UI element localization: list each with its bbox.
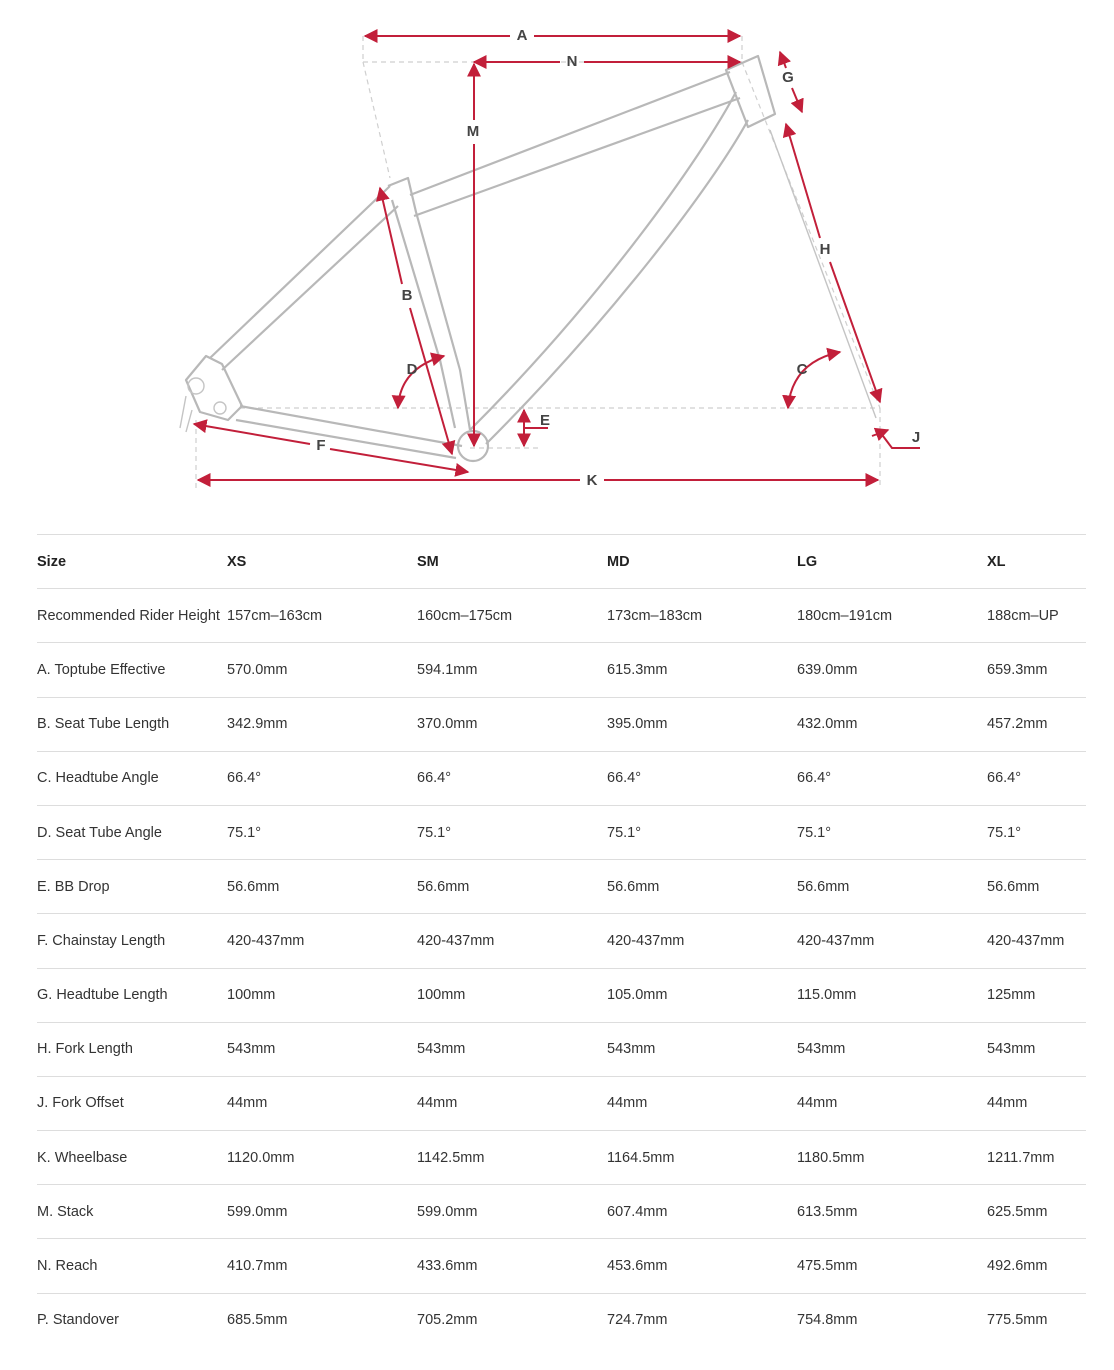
row-value: 115.0mm (797, 987, 857, 1004)
row-value: 659.3mm (987, 661, 1048, 678)
row-value: 420-437mm (797, 932, 875, 949)
table-row (37, 1184, 1086, 1238)
row-value: 1180.5mm (797, 1149, 865, 1166)
row-value: 100mm (417, 987, 466, 1004)
row-value: 420-437mm (607, 932, 685, 949)
table-row (37, 588, 1086, 642)
bike-frame (180, 56, 876, 461)
row-value: 44mm (797, 1095, 838, 1112)
row-label: G. Headtube Length (37, 987, 168, 1004)
header-sm: SM (417, 553, 439, 570)
row-value: 56.6mm (607, 878, 660, 895)
row-value: 75.1° (797, 824, 832, 841)
row-value: 410.7mm (227, 1258, 288, 1275)
row-value: 420-437mm (227, 932, 305, 949)
table-row (37, 1130, 1086, 1184)
header-xs: XS (227, 553, 247, 570)
row-label: N. Reach (37, 1258, 98, 1275)
row-value: 775.5mm (987, 1312, 1048, 1329)
row-value: 44mm (227, 1095, 268, 1112)
row-value: 705.2mm (417, 1312, 478, 1329)
row-value: 1211.7mm (987, 1149, 1055, 1166)
row-value: 599.0mm (227, 1203, 288, 1220)
row-value: 1120.0mm (227, 1149, 295, 1166)
row-value: 420-437mm (987, 932, 1065, 949)
row-value: 724.7mm (607, 1312, 668, 1329)
row-value: 420-437mm (417, 932, 495, 949)
row-value: 453.6mm (607, 1258, 668, 1275)
row-label: F. Chainstay Length (37, 932, 166, 949)
row-value: 157cm–163cm (227, 607, 323, 624)
row-label: H. Fork Length (37, 1041, 133, 1058)
dim-g-line (780, 52, 786, 68)
row-value: 44mm (607, 1095, 648, 1112)
label-n: N (566, 52, 578, 70)
row-value: 370.0mm (417, 716, 478, 733)
row-value: 599.0mm (417, 1203, 478, 1220)
table-body (37, 588, 1086, 1347)
row-value: 66.4° (227, 770, 262, 787)
row-value: 543mm (797, 1041, 846, 1058)
row-value: 492.6mm (987, 1258, 1048, 1275)
row-value: 100mm (227, 987, 276, 1004)
row-value: 457.2mm (987, 716, 1048, 733)
row-label: M. Stack (37, 1203, 94, 1220)
row-label: D. Seat Tube Angle (37, 824, 162, 841)
label-b: B (401, 286, 413, 304)
row-value: 754.8mm (797, 1312, 858, 1329)
row-label: J. Fork Offset (37, 1095, 124, 1112)
row-value: 75.1° (227, 824, 262, 841)
row-value: 105.0mm (607, 987, 668, 1004)
table-row (37, 751, 1086, 805)
row-value: 1142.5mm (417, 1149, 485, 1166)
row-value: 1164.5mm (607, 1149, 675, 1166)
row-value: 543mm (227, 1041, 276, 1058)
row-value: 543mm (987, 1041, 1036, 1058)
row-value: 615.3mm (607, 661, 668, 678)
bike-geometry-diagram (0, 0, 1114, 500)
label-c: C (796, 360, 808, 378)
dim-h-line-2 (830, 262, 880, 402)
row-value: 432.0mm (797, 716, 858, 733)
row-value: 342.9mm (227, 716, 288, 733)
row-label: A. Toptube Effective (37, 661, 166, 678)
row-value: 475.5mm (797, 1258, 858, 1275)
table-row (37, 1293, 1086, 1347)
row-value: 639.0mm (797, 661, 858, 678)
row-value: 543mm (607, 1041, 656, 1058)
row-value: 594.1mm (417, 661, 478, 678)
table-row (37, 805, 1086, 859)
row-value: 56.6mm (417, 878, 470, 895)
row-value: 56.6mm (797, 878, 850, 895)
table-header-row (37, 534, 1086, 588)
row-value: 44mm (987, 1095, 1028, 1112)
row-value: 570.0mm (227, 661, 288, 678)
table-row (37, 859, 1086, 913)
label-d: D (406, 360, 418, 378)
dimension-lines (194, 36, 920, 480)
label-f: F (316, 436, 326, 454)
row-value: 75.1° (987, 824, 1022, 841)
table-row (37, 1238, 1086, 1292)
label-m: M (466, 122, 480, 140)
row-value: 75.1° (607, 824, 642, 841)
table-row (37, 1022, 1086, 1076)
row-value: 160cm–175cm (417, 607, 513, 624)
row-value: 180cm–191cm (797, 607, 893, 624)
row-value: 66.4° (607, 770, 642, 787)
row-value: 607.4mm (607, 1203, 668, 1220)
row-value: 613.5mm (797, 1203, 858, 1220)
table-row (37, 968, 1086, 1022)
label-e: E (539, 411, 551, 429)
row-value: 66.4° (987, 770, 1022, 787)
row-value: 188cm–UP (987, 607, 1059, 624)
guide-lines (196, 36, 880, 488)
row-value: 685.5mm (227, 1312, 288, 1329)
table-row (37, 913, 1086, 967)
label-g: G (782, 68, 794, 86)
label-h: H (819, 240, 831, 258)
row-value: 543mm (417, 1041, 466, 1058)
header-xl: XL (987, 553, 1006, 570)
row-label: P. Standover (37, 1312, 119, 1329)
header-size: Size (37, 553, 67, 570)
row-value: 173cm–183cm (607, 607, 703, 624)
row-value: 66.4° (797, 770, 832, 787)
row-value: 56.6mm (987, 878, 1040, 895)
label-k: K (586, 471, 598, 489)
table-row (37, 697, 1086, 751)
label-a: A (516, 26, 528, 44)
row-label: E. BB Drop (37, 878, 110, 895)
row-value: 395.0mm (607, 716, 668, 733)
row-value: 433.6mm (417, 1258, 478, 1275)
row-value: 625.5mm (987, 1203, 1048, 1220)
dim-f-line (194, 424, 310, 444)
row-label: C. Headtube Angle (37, 770, 159, 787)
row-value: 44mm (417, 1095, 458, 1112)
dim-f-line-2 (330, 449, 468, 472)
row-label: B. Seat Tube Length (37, 716, 170, 733)
row-value: 66.4° (417, 770, 452, 787)
row-value: 75.1° (417, 824, 452, 841)
row-value: 125mm (987, 987, 1036, 1004)
dim-b-line (380, 188, 402, 284)
header-lg: LG (797, 553, 818, 570)
label-j: J (911, 428, 921, 446)
row-value: 56.6mm (227, 878, 280, 895)
table-row (37, 1076, 1086, 1130)
row-label: K. Wheelbase (37, 1149, 128, 1166)
dimension-labels (316, 27, 920, 489)
table-row (37, 642, 1086, 696)
row-label: Recommended Rider Height (37, 607, 220, 624)
geometry-table (37, 534, 1086, 1347)
dim-g-line-2 (792, 88, 802, 112)
header-md: MD (607, 553, 630, 570)
